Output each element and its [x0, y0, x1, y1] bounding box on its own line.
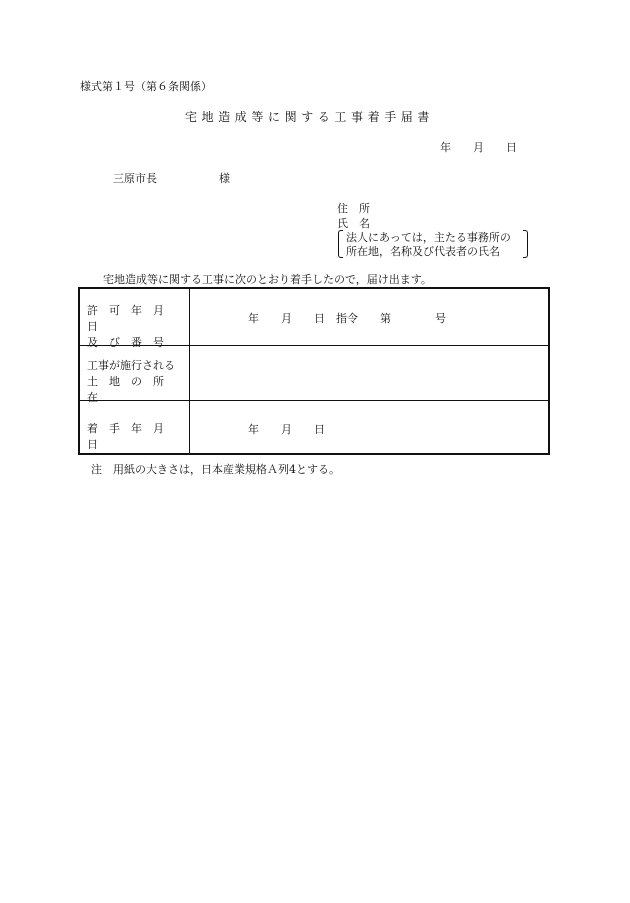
- form-number: 様式第１号（第６条関係）: [80, 80, 212, 93]
- permit-date-number-field[interactable]: 年 月 日 指令 第 号: [248, 312, 446, 325]
- label-line: 土 地 の 所 在: [87, 375, 175, 404]
- corporate-note-line1: 法人にあっては，主たる事務所の: [346, 231, 511, 244]
- corporate-note: [338, 229, 528, 259]
- start-date-field[interactable]: 年 月 日: [248, 423, 325, 436]
- label-line: 着 手 年 月 日: [87, 422, 175, 451]
- statement-text: 宅地造成等に関する工事に次のとおり着手したので，届け出ます。: [103, 273, 432, 286]
- permit-date-number-label: [87, 303, 183, 351]
- applicant-address-label: 住 所: [337, 202, 370, 215]
- document-title: 宅地造成等に関する工事着手届書: [185, 110, 435, 124]
- table-column-divider: [189, 289, 190, 453]
- label-line: 工事が施行される: [87, 359, 175, 372]
- corporate-note-line2: 所在地，名称及び代表者の氏名: [346, 245, 500, 258]
- construction-site-label: [87, 358, 183, 406]
- label-line: 及 び 番 号: [87, 336, 164, 349]
- left-bracket: [338, 230, 343, 258]
- addressee-honorific: 様: [219, 172, 230, 185]
- start-date-label: [87, 421, 183, 453]
- applicant-name-label: 氏 名: [337, 217, 370, 230]
- submission-date: 年 月 日: [440, 141, 517, 154]
- form-table: [78, 287, 550, 455]
- right-bracket: [523, 230, 528, 258]
- label-line: 許 可 年 月 日: [87, 304, 175, 333]
- footnote: 注 用紙の大きさは，日本産業規格Ａ列4とする。: [91, 463, 340, 476]
- addressee: 三原市長: [113, 172, 157, 185]
